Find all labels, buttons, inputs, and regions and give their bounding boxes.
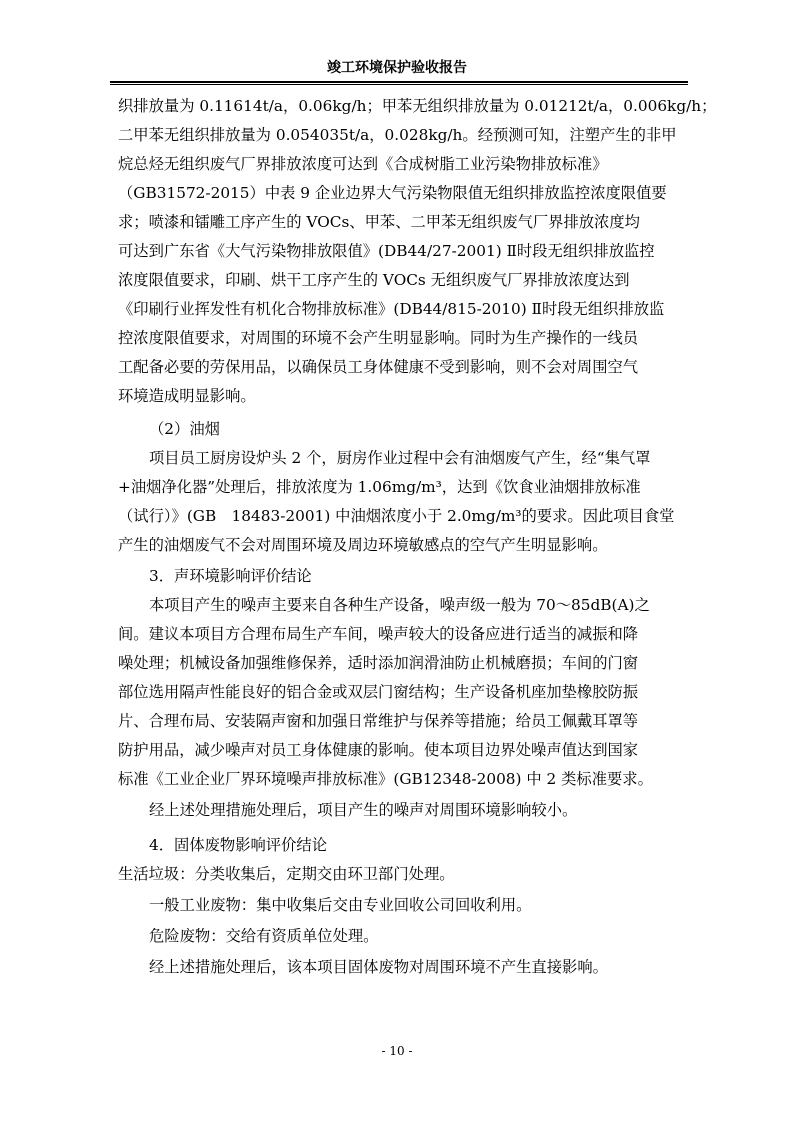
text-line: +油烟净化器”处理后，排放浓度为 1.06mg/m³，达到《饮食业油烟排放标准	[118, 478, 641, 496]
subheading-oil-fume: （2）油烟	[149, 420, 220, 438]
paragraph-air-emissions	[118, 92, 717, 411]
section-heading-noise: 3．声环境影响评价结论	[149, 567, 312, 585]
header-rule-thick	[110, 81, 688, 83]
text-line: 项目员工厨房设炉头 2 个，厨房作业过程中会有油烟废气产生，经“集气罩	[149, 449, 651, 467]
text-line: 烷总烃无组织废气厂界排放浓度可达到《合成树脂工业污染物排放标准》	[118, 155, 608, 173]
paragraph-oil-fume	[118, 444, 678, 560]
text-line: 二甲苯无组织排放量为 0.054035t/a，0.028kg/h。经预测可知，注塑产生的非甲	[118, 126, 677, 144]
text-line: 标准《工业企业厂界环境噪声排放标准》(GB12348-2008) 中 2 类标准要求。	[118, 770, 653, 788]
section-heading-solid-waste: 4．固体废物影响评价结论	[149, 836, 327, 854]
text-line: 产生的油烟废气不会对周围环境及周边环境敏感点的空气产生明显影响。	[118, 536, 608, 554]
header-rule-thin	[110, 84, 688, 85]
text-line: （试行）》(GB 18483-2001) 中油烟浓度小于 2.0mg/m³的要求。因此项目食堂	[118, 507, 675, 525]
paragraph-noise	[118, 591, 678, 794]
text-line: 可达到广东省《大气污染物排放限值》(DB44/27-2001) Ⅱ时段无组织排放监控	[118, 242, 655, 260]
noise-summary: 经上述处理措施处理后，项目产生的噪声对周围环境影响较小。	[149, 801, 578, 819]
text-line: 环境造成明显影响。	[118, 387, 256, 405]
text-line: 本项目产生的噪声主要来自各种生产设备，噪声级一般为 70～85dB(A)之	[149, 596, 650, 614]
text-line: 求；喷漆和镭雕工序产生的 VOCs、甲苯、二甲苯无组织废气厂界排放浓度均	[118, 213, 640, 231]
text-line: 防护用品，减少噪声对员工身体健康的影响。使本项目边界处噪声值达到国家	[118, 741, 639, 759]
solid-waste-industrial: 一般工业废物：集中收集后交由专业回收公司回收利用。	[149, 896, 532, 914]
text-line: 工配备必要的劳保用品，以确保员工身体健康不受到影响，则不会对周围空气	[118, 358, 639, 376]
solid-waste-domestic: 生活垃圾：分类收集后，定期交由环卫部门处理。	[118, 865, 455, 883]
text-line: 噪处理；机械设备加强维修保养，适时添加润滑油防止机械磨损；车间的门窗	[118, 654, 639, 672]
page-header-title: 竣工环境保护验收报告	[327, 60, 467, 76]
text-line: 部位选用隔声性能良好的铝合金或双层门窗结构；生产设备机座加垫橡胶防振	[118, 683, 639, 701]
solid-waste-hazardous: 危险废物：交给有资质单位处理。	[149, 927, 379, 945]
solid-waste-summary: 经上述措施处理后，该本项目固体废物对周围环境不产生直接影响。	[149, 958, 608, 976]
text-line: 控浓度限值要求，对周围的环境不会产生明显影响。同时为生产操作的一线员	[118, 329, 639, 347]
text-line: 间。建议本项目方合理布局生产车间，噪声较大的设备应进行适当的减振和降	[118, 625, 639, 643]
text-line: （GB31572-2015）中表 9 企业边界大气污染物限值无组织排放监控浓度限值要	[118, 184, 667, 202]
text-line: 织排放量为 0.11614t/a，0.06kg/h；甲苯无组织排放量为 0.01212t/a，0.006kg/h；	[118, 97, 717, 115]
text-line: 片、合理布局、安装隔声窗和加强日常维护与保养等措施；给员工佩戴耳罩等	[118, 712, 639, 730]
document-body	[118, 92, 717, 982]
text-line: 《印刷行业挥发性有机化合物排放标准》(DB44/815-2010) Ⅱ时段无组织排放监	[118, 300, 665, 318]
text-line: 浓度限值要求，印刷、烘干工序产生的 VOCs 无组织废气厂界排放浓度达到	[118, 271, 630, 289]
page-number: - 10 -	[381, 1044, 413, 1058]
